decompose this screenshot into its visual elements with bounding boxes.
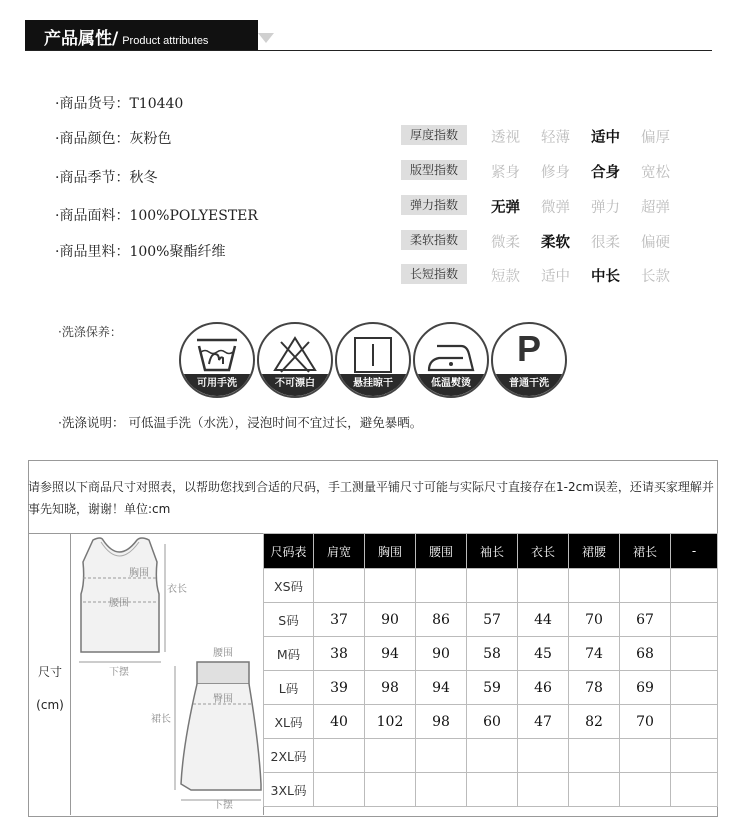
index-option-selected: 合身	[591, 164, 620, 181]
info-value: T10440	[129, 96, 184, 112]
skirt-waistband	[197, 662, 249, 684]
index-label: 厚度指数	[401, 125, 467, 145]
size-unit-label	[30, 656, 70, 722]
care-caption: 普通干洗	[491, 374, 567, 396]
table-cell	[314, 773, 365, 807]
table-cell	[518, 569, 569, 603]
table-cell: 90	[365, 603, 416, 637]
info-value: 秋冬	[129, 170, 158, 186]
table-cell: 68	[620, 637, 671, 671]
unit-label: 尺寸	[37, 665, 62, 679]
info-item-season	[55, 167, 157, 187]
table-cell: 38	[314, 637, 365, 671]
table-row	[264, 773, 718, 807]
table-cell	[314, 569, 365, 603]
index-option-selected: 中长	[591, 268, 620, 285]
info-label: ·商品里料：	[55, 244, 130, 260]
table-cell	[365, 569, 416, 603]
table-cell	[416, 569, 467, 603]
table-cell: 45	[518, 637, 569, 671]
table-cell	[671, 773, 718, 807]
table-cell: 98	[365, 671, 416, 705]
diagram-label: 下摆	[109, 667, 129, 678]
table-cell	[569, 739, 620, 773]
table-cell: 98	[416, 705, 467, 739]
index-option: 弹力	[591, 200, 620, 216]
low-iron-icon	[413, 322, 489, 398]
table-cell	[671, 603, 718, 637]
index-option: 修身	[541, 165, 570, 181]
info-label: ·商品颜色：	[55, 131, 130, 147]
table-cell: 70	[569, 603, 620, 637]
table-cell	[671, 637, 718, 671]
index-option: 很柔	[591, 235, 620, 251]
index-option: 偏硬	[641, 235, 670, 251]
info-item-fabric	[55, 205, 258, 225]
table-header-cell: 尺码表	[264, 534, 314, 569]
info-label: ·商品面料：	[55, 208, 130, 224]
index-option-selected: 柔软	[541, 234, 570, 251]
index-option: 宽松	[641, 165, 670, 181]
size-table	[263, 533, 718, 807]
index-label: 长短指数	[401, 264, 467, 284]
size-label-cell: M码	[264, 637, 314, 671]
care-caption: 可用手洗	[179, 374, 255, 396]
diagram-label: 下摆	[213, 800, 233, 811]
info-item-color	[55, 128, 171, 148]
size-label-cell: XS码	[264, 569, 314, 603]
table-header-cell: 胸围	[365, 534, 416, 569]
table-cell: 94	[365, 637, 416, 671]
index-label: 弹力指数	[401, 195, 467, 215]
care-caption: 低温熨烫	[413, 374, 489, 396]
table-cell	[416, 739, 467, 773]
table-header-cell: 裙长	[620, 534, 671, 569]
table-cell	[620, 773, 671, 807]
size-label-cell: L码	[264, 671, 314, 705]
hang-dry-icon	[335, 322, 411, 398]
index-option: 微柔	[491, 235, 520, 251]
table-cell	[416, 773, 467, 807]
header-divider	[25, 50, 712, 51]
section-title	[44, 24, 208, 49]
dry-clean-icon	[491, 322, 567, 398]
table-cell	[467, 739, 518, 773]
index-option: 超弹	[641, 200, 670, 216]
diagram-label: 腰围	[109, 598, 129, 609]
table-cell: 40	[314, 705, 365, 739]
measurement-diagram	[71, 534, 263, 814]
index-option-selected: 无弹	[491, 199, 520, 216]
table-cell: 60	[467, 705, 518, 739]
table-cell	[518, 773, 569, 807]
unit-sub: (cm)	[36, 698, 64, 712]
section-title-en: Product attributes	[122, 35, 209, 47]
index-option: 适中	[541, 269, 570, 285]
table-row	[264, 603, 718, 637]
table-cell	[671, 705, 718, 739]
size-table-body	[264, 569, 718, 807]
size-table-header	[264, 534, 718, 569]
table-cell: 67	[620, 603, 671, 637]
index-label: 柔软指数	[401, 230, 467, 250]
no-bleach-icon	[257, 322, 333, 398]
info-label: ·商品货号：	[55, 96, 130, 112]
table-header-cell: 肩宽	[314, 534, 365, 569]
index-option: 长款	[641, 269, 670, 285]
table-row	[264, 637, 718, 671]
table-cell	[671, 569, 718, 603]
table-cell: 90	[416, 637, 467, 671]
index-label: 版型指数	[401, 160, 467, 180]
index-option: 短款	[491, 269, 520, 285]
diagram-label: 衣长	[167, 584, 187, 595]
wash-instructions: ·洗涤说明： 可低温手洗（水洗），浸泡时间不宜过长，避免暴晒。	[58, 415, 423, 430]
table-row	[264, 705, 718, 739]
table-cell	[365, 739, 416, 773]
table-cell: 102	[365, 705, 416, 739]
table-row	[264, 569, 718, 603]
table-cell: 82	[569, 705, 620, 739]
table-header-cell: 腰围	[416, 534, 467, 569]
table-cell	[671, 671, 718, 705]
index-option: 微弹	[541, 200, 570, 216]
table-cell	[314, 739, 365, 773]
table-cell: 86	[416, 603, 467, 637]
table-cell: 57	[467, 603, 518, 637]
table-row	[264, 739, 718, 773]
diagram-label: 臀围	[213, 694, 233, 705]
index-option: 紧身	[491, 165, 520, 181]
diagram-label: 裙长	[151, 714, 171, 725]
index-option: 轻薄	[541, 130, 570, 146]
table-cell: 94	[416, 671, 467, 705]
info-label: ·商品季节：	[55, 170, 130, 186]
info-value: 100%POLYESTER	[129, 208, 258, 224]
table-cell: 74	[569, 637, 620, 671]
section-title-cn: 产品属性/	[44, 29, 119, 49]
table-cell: 58	[467, 637, 518, 671]
table-header-cell: -	[671, 534, 718, 569]
table-row	[264, 671, 718, 705]
table-cell: 59	[467, 671, 518, 705]
table-cell	[569, 569, 620, 603]
dry-clean-symbol: P	[516, 328, 541, 369]
table-cell: 44	[518, 603, 569, 637]
table-cell	[620, 569, 671, 603]
table-cell: 78	[569, 671, 620, 705]
diagram-label: 腰围	[213, 648, 233, 659]
info-item-lining	[55, 241, 225, 261]
table-cell	[569, 773, 620, 807]
hand-wash-icon	[179, 322, 255, 398]
table-cell	[620, 739, 671, 773]
table-cell: 47	[518, 705, 569, 739]
top-outline	[81, 538, 159, 652]
table-cell	[518, 739, 569, 773]
size-label-cell: XL码	[264, 705, 314, 739]
table-cell: 39	[314, 671, 365, 705]
diagram-label: 胸围	[129, 568, 149, 579]
header-triangle	[258, 33, 274, 43]
index-option: 透视	[491, 130, 520, 146]
size-label-cell: S码	[264, 603, 314, 637]
table-cell	[671, 739, 718, 773]
table-cell	[467, 569, 518, 603]
table-cell: 70	[620, 705, 671, 739]
table-cell	[365, 773, 416, 807]
table-cell: 46	[518, 671, 569, 705]
info-value: 灰粉色	[129, 131, 172, 147]
care-label: ·洗涤保养：	[58, 325, 122, 339]
size-label-cell: 3XL码	[264, 773, 314, 807]
table-header-cell: 袖长	[467, 534, 518, 569]
table-header-cell: 衣长	[518, 534, 569, 569]
size-chart-note: 请参照以下商品尺寸对照表，以帮助您找到合适的尺码，手工测量平铺尺寸可能与实际尺寸直接存在1-2cm误差，还请买家理解并事先知晓，谢谢！单位:cm	[28, 480, 714, 516]
care-caption: 悬挂晾干	[335, 374, 411, 396]
table-cell: 37	[314, 603, 365, 637]
info-item-sku	[55, 93, 183, 113]
info-value: 100%聚酯纤维	[129, 244, 226, 260]
size-label-cell: 2XL码	[264, 739, 314, 773]
table-cell	[467, 773, 518, 807]
index-option-selected: 适中	[591, 129, 620, 146]
table-cell: 69	[620, 671, 671, 705]
index-option: 偏厚	[641, 130, 670, 146]
care-caption: 不可漂白	[257, 374, 333, 396]
table-header-cell: 裙腰	[569, 534, 620, 569]
